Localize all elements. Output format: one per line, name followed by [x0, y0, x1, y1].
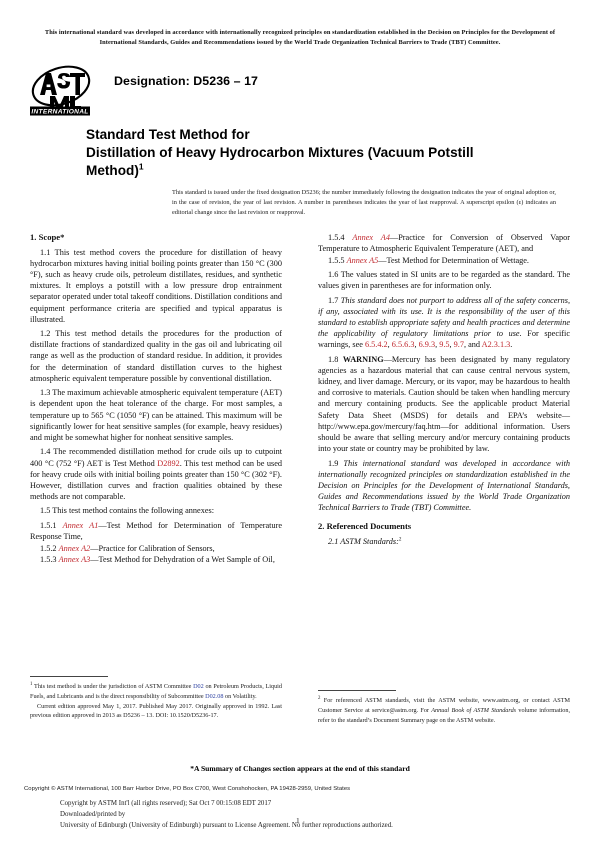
p1-5-5-text: —Test Method for Determination of Wettage.: [378, 255, 529, 265]
xref-annex-a1[interactable]: Annex A1: [62, 521, 99, 531]
footnote-2-marker: 2: [318, 695, 321, 701]
xref-annex-a2[interactable]: Annex A2: [58, 543, 91, 553]
designation-label: Designation: D5236 – 17: [114, 74, 258, 88]
paragraph-1-9: [318, 458, 570, 513]
stamp-line-1: Copyright by ASTM Int'l (all rights reserved); Sat Oct 7 00:15:08 EDT 2017: [60, 800, 272, 807]
p1-5-4-text: —Practice for Conversion of Observed Vapor Temperature to Atmospheric Equivalent Temperature (AET), and: [318, 233, 570, 254]
page-number: 1: [296, 816, 300, 825]
svg-text:INTERNATIONAL: INTERNATIONAL: [31, 108, 89, 116]
title-main: Distillation of Heavy Hydrocarbon Mixtures (Vacuum Potstill: [86, 144, 474, 160]
astm-standards-text: 2.1 ASTM Standards:: [328, 536, 399, 546]
paragraph-1-5: 1.5 This test method contains the following annexes:: [40, 506, 214, 516]
p1-9-italic-text: This international standard was developed in accordance with internationally recognized principles on standardization established in the Decision on Principles for the Development of International Standards, Guides and Recommendations issued by the World Trade Organization Technical Barriers to Trade (TBT) Committee.: [318, 458, 571, 512]
astm-standards-footnote-marker: 2: [398, 535, 402, 542]
footnote-divider-left: [30, 676, 108, 677]
p1-8-text: —Mercury has been designated by many regulatory agencies as a hazardous material that can cause central nervous system, kidney, and liver damage. Mercury, or its vapor, may be hazardous to health and corrosive to materials. Caution should be taken when handling mercury and mercury containing products. See the applicable product Material Safety Data Sheet (MSDS) for details and EPA’s website—http://www.epa.gov/mercury/faq.htm—for additional information. Users should be aware that selling mercury and/or mercury containing products into your state or country may be prohibited by law.: [318, 355, 570, 453]
paragraph-1-5-2: [30, 543, 282, 554]
column-right: [318, 232, 570, 547]
p1-7-tail: For specific warnings, see: [318, 329, 570, 350]
footnote-2-text-a: For referenced ASTM standards, visit the ASTM website, www.astm.org, or contact ASTM Customer Service at service@astm.org. For: [318, 697, 570, 714]
xref-annex-a3[interactable]: Annex A3: [58, 555, 91, 565]
issue-note: This standard is issued under the fixed designation D5236; the number immediately following the designation indicates the year of original adoption or, in the case of revision, the year of last revision. A number in parentheses indicates the year of last reapproval. A superscript epsilon (ε) indicates an editorial change since the last revision or reapproval.: [172, 189, 556, 217]
paragraph-1-5-4: [318, 232, 570, 254]
section-heading-referenced-documents: 2. Referenced Documents: [318, 520, 412, 531]
wto-preamble: This international standard was developed in accordance with internationally recognized principles on standardization established in the Decision on Principles for the Development of International Standards, Guides and Recommendations issued by the World Trade Organization Technical Barriers to Trade (TBT) Committee.: [44, 29, 556, 46]
p1-8-num: 1.8: [328, 355, 343, 365]
stamp-line-2: Downloaded/printed by: [60, 811, 126, 819]
footnote-1-text-b: on Petroleum Products, Liquid Fuels, and Lubricants and is the direct responsibility of Subcommittee: [30, 683, 282, 700]
astm-standards-label: [318, 536, 570, 547]
paragraph-1-5-1: [30, 520, 282, 542]
paragraph-1-5-3: [30, 554, 282, 565]
xref-9-5[interactable]: 9.5: [439, 340, 450, 350]
footnote-1: [30, 682, 282, 702]
footnote-2-text-b: volume information, refer to the standard’s Document Summary page on the ASTM website.: [318, 706, 571, 724]
title-line-1: Standard Test Method for: [86, 127, 250, 142]
xref-annex-a4[interactable]: Annex A4: [352, 233, 390, 242]
xref-6-9-3[interactable]: 6.9.3: [418, 340, 436, 350]
stamp-line-3: University of Edinburgh (University of Edinburgh) pursuant to License Agreement. No further reproductions authorized.: [60, 822, 393, 830]
footnote-1-marker: 1: [30, 681, 33, 687]
footnote-divider-right: [318, 690, 396, 691]
xref-9-7[interactable]: 9.7: [453, 340, 464, 350]
paragraph-1-7: 1.7 This standard does not purport to address all of the safety concerns, if any, associated with its use. It is the responsibility of the user of this standard to establish appropriate safety and health practices and determine the applicability of regulatory limitations prior to use. For specific warnings, see 6.5.4.2, 6.5.6.3, 6.9.3, 9.5, 9.7, and A2.3.1.3.: [318, 296, 571, 350]
p1-7-num: 1.7: [328, 296, 341, 306]
footnote-1-text-c: on Volatility.: [223, 692, 257, 700]
footnote-2-italic: Annual Book of ASTM Standards: [431, 706, 517, 714]
p1-5-5-num: 1.5.5: [328, 255, 347, 265]
astm-logo: [30, 62, 96, 118]
masthead: [30, 62, 570, 120]
title-footnote-marker: 1: [138, 161, 144, 172]
paragraph-1-1: 1.1 This test method covers the procedure for distillation of heavy hydrocarbon mixtures having initial boiling points greater than 150 °C (300 °F), such as heavy crude oils, petroleum distillates, residues, and synthetic mixtures. It employs a potstill with a low pressure drop entrainment separator operated under total takeoff conditions. Distillation conditions and equipment performance criteria are specified and typical apparatus is illustrated.: [30, 248, 282, 324]
astm-logo-icon: [30, 62, 96, 118]
xref-6-5-4-2[interactable]: 6.5.4.2: [364, 340, 388, 350]
p1-4-text-a: 1.4 The recommended distillation method for crude oils up to cutpoint 400 °C (752 °F) AET is Test Method: [30, 447, 282, 468]
footnote-1-text-a: This test method is under the jurisdiction of ASTM Committee: [32, 683, 194, 690]
xref-annex-a5[interactable]: Annex A5: [346, 255, 379, 265]
xref-d2892[interactable]: D2892: [157, 458, 180, 468]
p1-5-1-num: 1.5.1: [40, 521, 63, 531]
download-stamp: [60, 798, 530, 832]
footnote-2: [318, 696, 570, 725]
p1-4-text-b: . This test method can be used for heavy crude oils with initial boiling points greater than 150 °C (302 °F). However, distillation curves and fraction qualities obtained by these methods are not comparable.: [30, 458, 283, 501]
link-d02[interactable]: D02: [193, 683, 204, 690]
link-d02-08[interactable]: D02.08: [205, 692, 224, 700]
warning-label: WARNING: [342, 355, 384, 365]
p1-5-2-text: —Practice for Calibration of Sensors,: [90, 543, 215, 553]
p1-5-3-num: 1.5.3: [40, 555, 59, 565]
title-method: Method): [86, 162, 139, 178]
p1-5-4-num: 1.5.4: [328, 233, 353, 242]
footnote-right: [318, 696, 570, 725]
paragraph-1-8: [318, 354, 570, 454]
paragraph-1-6: 1.6 The values stated in SI units are to be regarded as the standard. The values given in parentheses are for information only.: [318, 270, 570, 291]
title-line-2: [86, 144, 556, 180]
p1-5-1-text: —Test Method for Determination of Temperature Response Time,: [30, 521, 282, 542]
p1-5-3-text: —Test Method for Dehydration of a Wet Sample of Oil,: [90, 555, 275, 565]
paragraph-1-5-5: [318, 255, 570, 266]
column-left: [30, 232, 282, 565]
footnote-current-edition: Current edition approved May 1, 2017. Published May 2017. Originally approved in 1992. Last previous edition approved in 2013 as D5236 – 13. DOI: 10.1520/D5236-17.: [30, 702, 282, 720]
p1-5-2-num: 1.5.2: [40, 543, 59, 553]
section-heading-scope: 1. Scope*: [30, 232, 65, 242]
summary-of-changes-note: *A Summary of Changes section appears at the end of this standard: [190, 764, 410, 773]
p1-7-italic-text: This standard does not purport to address all of the safety concerns, if any, associated with its use. It is the responsibility of the user of this standard to establish appropriate safety and health practices and determine the applicability of regulatory limitations prior to use.: [318, 296, 571, 339]
xref-a2-3-1-3[interactable]: A2.3.1.3: [481, 340, 511, 350]
copyright-line: Copyright © ASTM International, 100 Barr Harbor Drive, PO Box C700, West Conshohocken, PA 19428-2959, United States: [24, 786, 351, 792]
paragraph-1-4: [30, 446, 282, 501]
xref-6-5-6-3[interactable]: 6.5.6.3: [391, 340, 415, 350]
page-title: [86, 126, 556, 180]
paragraph-1-2: 1.2 This test method details the procedures for the production of distillate fractions of standardized quality in the gas oil and lubricating oil range as well as the production of standard residue. In addition, it provides for the determination of standard distillation curves to the highest atmospheric equivalent temperature possible by conventional distillation.: [30, 329, 282, 383]
footnote-left: [30, 682, 282, 721]
p1-9-num: 1.9: [328, 458, 344, 468]
body-columns: [30, 232, 570, 672]
paragraph-1-3: 1.3 The maximum achievable atmospheric equivalent temperature (AET) is dependent upon the heat tolerance of the charge. For most samples, a temperature up to 565 °C (1050 °F) can be attained. This maximum will be significantly lower for heat sensitive samples (for example, heavy residues) and might be somewhat higher for nonheat sensitive samples.: [30, 388, 282, 442]
